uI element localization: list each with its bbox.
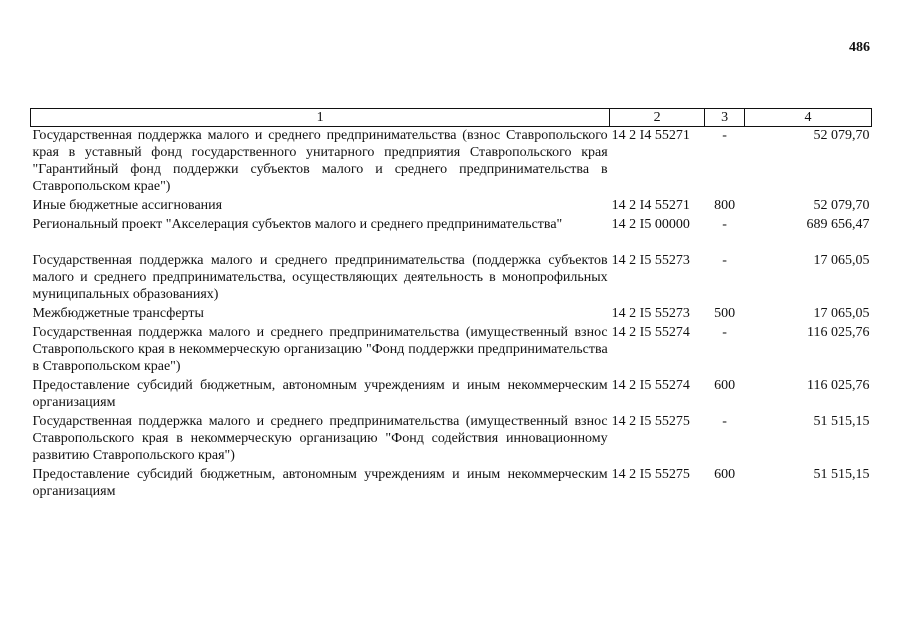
- row-expense-type: -: [722, 414, 727, 429]
- row-sum: 116 025,76: [807, 378, 870, 393]
- row-name: Региональный проект "Акселерация субъектов малого и среднего предпринимательства": [32, 217, 563, 232]
- row-name: Государственная поддержка малого и среднего предпринимательства (взнос Ставропольского края в уставный фонд государственного унитарного предприятия Ставропольского края "Гарантийный фонд поддержки субъектов малого и среднего предпринимательства в Ставропольском крае"): [32, 128, 608, 194]
- table-row: [31, 466, 872, 502]
- row-code: 14 2 I4 55271: [611, 128, 690, 143]
- row-sum: 51 515,15: [813, 467, 870, 482]
- row-sum: 52 079,70: [813, 198, 870, 213]
- row-sum: 51 515,15: [813, 414, 870, 429]
- row-name: Предоставление субсидий бюджетным, автономным учреждениям и иным некоммерческим организациям: [32, 467, 608, 499]
- row-expense-type: 800: [714, 198, 736, 213]
- page-number: 486: [849, 40, 870, 55]
- row-code: 14 2 I5 55274: [611, 325, 690, 340]
- row-code: 14 2 I5 55274: [611, 378, 690, 393]
- row-name: Государственная поддержка малого и среднего предпринимательства (имущественный взнос Ставропольского края в некоммерческую организацию "Фонд содействия инновационному развитию Ставропольского края"): [32, 414, 608, 463]
- header-col-2: 2: [610, 109, 705, 127]
- row-expense-type: 600: [714, 378, 736, 393]
- table-header: [31, 109, 872, 127]
- table-row: [31, 252, 872, 305]
- table-body: [31, 127, 872, 503]
- header-col-3: 3: [705, 109, 745, 127]
- row-expense-type: -: [722, 325, 727, 340]
- row-expense-type: 500: [714, 306, 736, 321]
- row-name: Государственная поддержка малого и среднего предпринимательства (имущественный взнос Ставропольского края в некоммерческую организацию "Фонд поддержки предпринимательства в Ставропольском крае"): [32, 325, 608, 374]
- row-name: Предоставление субсидий бюджетным, автономным учреждениям и иным некоммерческим организациям: [32, 378, 608, 410]
- row-sum: 17 065,05: [813, 306, 870, 321]
- row-code: 14 2 I5 55275: [611, 467, 690, 482]
- row-code: 14 2 I5 55273: [611, 306, 690, 321]
- row-expense-type: -: [722, 128, 727, 143]
- table-row: [31, 127, 872, 198]
- row-sum: 17 065,05: [813, 253, 870, 268]
- row-expense-type: 600: [714, 467, 736, 482]
- table-row: [31, 197, 872, 216]
- row-code: 14 2 I5 55273: [611, 253, 690, 268]
- table-row: [31, 377, 872, 413]
- table-row: [31, 413, 872, 466]
- row-code: 14 2 I5 00000: [611, 217, 690, 232]
- row-expense-type: -: [722, 253, 727, 268]
- table-row: [31, 324, 872, 377]
- row-name: Иные бюджетные ассигнования: [32, 198, 223, 213]
- row-name: Государственная поддержка малого и среднего предпринимательства (поддержка субъектов малого и среднего предпринимательства, осуществляющих деятельность в монопрофильных муниципальных образованиях): [32, 253, 608, 302]
- row-code: 14 2 I4 55271: [611, 198, 690, 213]
- budget-table: [30, 108, 872, 502]
- header-col-1: 1: [31, 109, 610, 127]
- header-col-4: 4: [745, 109, 872, 127]
- table-row: [31, 216, 872, 252]
- header-row: [31, 109, 872, 127]
- row-name: Межбюджетные трансферты: [32, 306, 204, 321]
- row-expense-type: -: [722, 217, 727, 232]
- row-sum: 116 025,76: [807, 325, 870, 340]
- row-sum: 689 656,47: [806, 217, 870, 232]
- row-code: 14 2 I5 55275: [611, 414, 690, 429]
- row-sum: 52 079,70: [813, 128, 870, 143]
- table-row: [31, 305, 872, 324]
